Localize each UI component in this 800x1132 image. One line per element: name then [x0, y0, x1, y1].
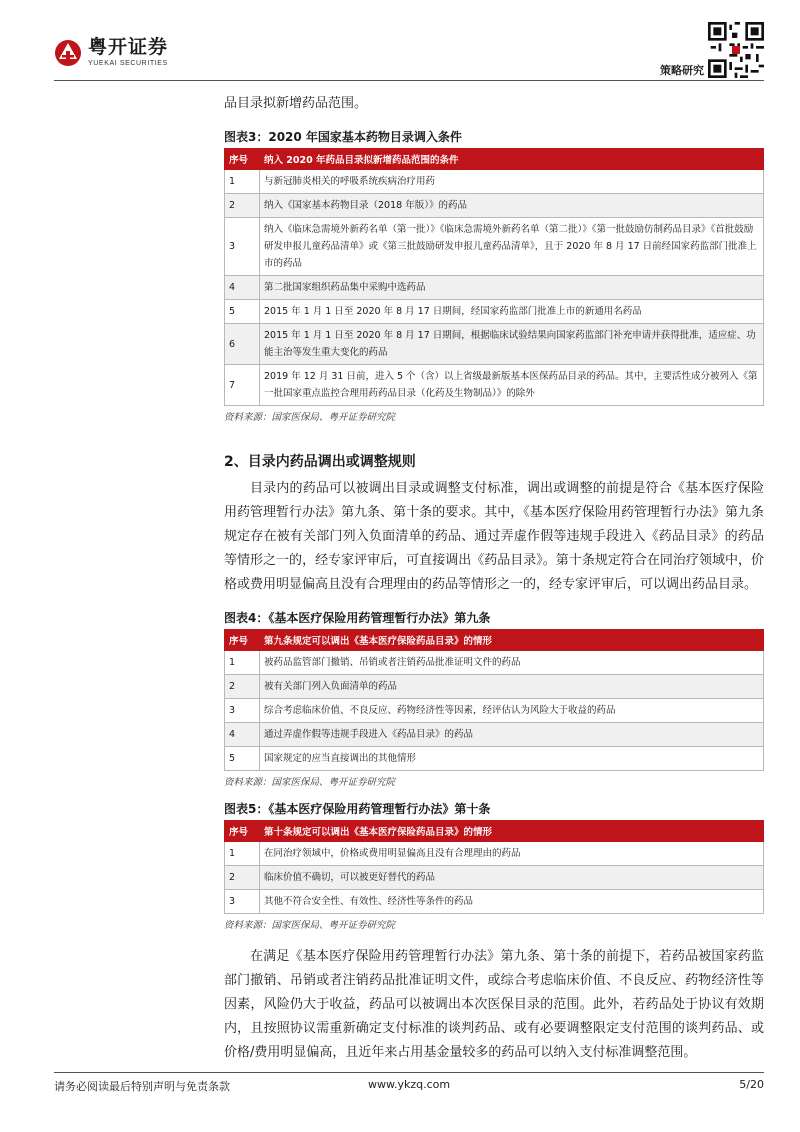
- table-header-cell: 序号: [225, 821, 260, 842]
- row-number: 1: [225, 842, 260, 866]
- row-number: 5: [225, 300, 260, 324]
- row-number: 3: [225, 699, 260, 723]
- table-row: [225, 866, 764, 890]
- row-text: 被药品监管部门撤销、吊销或者注销药品批准证明文件的药品: [260, 651, 764, 675]
- row-text: 临床价值不确切，可以被更好替代的药品: [260, 866, 764, 890]
- row-number: 4: [225, 276, 260, 300]
- row-text: 2015 年 1 月 1 日至 2020 年 8 月 17 日期间，经国家药监部门批准上市的新通用名药品: [260, 300, 764, 324]
- row-text: 与新冠肺炎相关的呼吸系统疾病治疗用药: [260, 170, 764, 194]
- table4: [224, 629, 764, 771]
- yuekai-logo-icon: [54, 39, 82, 67]
- table-header-cell: 纳入 2020 年药品目录拟新增药品范围的条件: [260, 149, 764, 170]
- intro-paragraph-tail: 品目录拟新增药品范围。: [224, 96, 368, 111]
- section-2-heading: 2、目录内药品调出或调整规则: [224, 454, 416, 470]
- table-header-cell: 第十条规定可以调出《基本医疗保险药品目录》的情形: [260, 821, 764, 842]
- footer-website[interactable]: www.ykzq.com: [368, 1078, 451, 1091]
- table-row: [225, 194, 764, 218]
- logo-english-name: YUEKAI SECURITIES: [88, 60, 168, 67]
- table5-source: 资料来源：国家医保局、粤开证券研究院: [224, 920, 396, 931]
- table-header-cell: 第九条规定可以调出《基本医疗保险药品目录》的情形: [260, 630, 764, 651]
- header-divider: [54, 80, 764, 81]
- row-number: 5: [225, 747, 260, 771]
- row-number: 3: [225, 218, 260, 276]
- table-row: [225, 170, 764, 194]
- page-content: [224, 92, 764, 1065]
- row-text: 国家规定的应当直接调出的其他情形: [260, 747, 764, 771]
- row-number: 6: [225, 324, 260, 365]
- table-row: [225, 890, 764, 914]
- table-row: [225, 324, 764, 365]
- row-text: 2015 年 1 月 1 日至 2020 年 8 月 17 日期间，根据临床试验结果向国家药监部门补充申请并获得批准，适应症、功能主治等发生重大变化的药品: [260, 324, 764, 365]
- row-text: 第二批国家组织药品集中采购中选药品: [260, 276, 764, 300]
- qr-code-icon: [708, 22, 764, 78]
- document-type-label: 策略研究: [660, 64, 704, 77]
- row-text: 纳入《国家基本药物目录（2018 年版）》的药品: [260, 194, 764, 218]
- row-text: 2019 年 12 月 31 日前，进入 5 个（含）以上省级最新版基本医保药品目录的药品。其中，主要活性成分被列入《第一批国家重点监控合理用药药品目录（化药及生物制品）》的除外: [260, 365, 764, 406]
- table3: [224, 148, 764, 406]
- logo-chinese-name: 粤开证券: [88, 36, 169, 58]
- row-number: 7: [225, 365, 260, 406]
- footer-divider: [54, 1072, 764, 1073]
- table-row: [225, 675, 764, 699]
- row-number: 3: [225, 890, 260, 914]
- row-text: 其他不符合安全性、有效性、经济性等条件的药品: [260, 890, 764, 914]
- table-row: [225, 300, 764, 324]
- table-header-cell: 序号: [225, 630, 260, 651]
- table-row: [225, 276, 764, 300]
- table-row: [225, 218, 764, 276]
- footer-disclaimer: 请务必阅读最后特别声明与免责条款: [54, 1080, 230, 1093]
- table4-title: 图表4：《基本医疗保险用药管理暂行办法》第九条: [224, 611, 491, 625]
- row-number: 1: [225, 651, 260, 675]
- table5: [224, 820, 764, 914]
- table-row: [225, 842, 764, 866]
- table4-source: 资料来源：国家医保局、粤开证券研究院: [224, 777, 396, 788]
- row-text: 综合考虑临床价值、不良反应、药物经济性等因素，经评估认为风险大于收益的药品: [260, 699, 764, 723]
- table-header-row: [225, 630, 764, 651]
- table-row: [225, 699, 764, 723]
- table-row: [225, 723, 764, 747]
- page-number: 5/20: [739, 1078, 764, 1091]
- company-logo: [54, 38, 168, 67]
- table-row: [225, 365, 764, 406]
- row-number: 2: [225, 866, 260, 890]
- page-header: [0, 0, 800, 90]
- table-header-row: [225, 821, 764, 842]
- row-text: 通过弄虚作假等违规手段进入《药品目录》的药品: [260, 723, 764, 747]
- table5-title: 图表5：《基本医疗保险用药管理暂行办法》第十条: [224, 802, 491, 816]
- table3-source: 资料来源：国家医保局、粤开证券研究院: [224, 412, 396, 423]
- table-header-row: [225, 149, 764, 170]
- row-number: 2: [225, 194, 260, 218]
- table-row: [225, 747, 764, 771]
- row-number: 2: [225, 675, 260, 699]
- row-number: 4: [225, 723, 260, 747]
- closing-paragraph: 在满足《基本医疗保险用药管理暂行办法》第九条、第十条的前提下，若药品被国家药监部门撤销、吊销或者注销药品批准证明文件，或综合考虑临床价值、不良反应、药物经济性等因素，风险仍大于收益，药品可以被调出本次医保目录的范围。此外，若药品处于协议有效期内，且按照协议需重新确定支付标准的谈判药品、或有必要调整限定支付范围的谈判药品、或价格/费用明显偏高，且近年来占用基金量较多的药品可以纳入支付标准调整范围。: [224, 949, 764, 1060]
- section-2-paragraph: 目录内的药品可以被调出目录或调整支付标准，调出或调整的前提是符合《基本医疗保险用药管理暂行办法》第九条、第十条的要求。其中，《基本医疗保险用药管理暂行办法》第九条规定存在被有关部门列入负面清单的药品、通过弄虚作假等违规手段进入《药品目录》的药品等情形之一的，经专家评审后，可直接调出《药品目录》。第十条规定符合在同治疗领域中，价格或费用明显偏高且没有合理理由的药品等情形之一的，经专家评审后，可以调出药品目录。: [224, 481, 764, 592]
- table-row: [225, 651, 764, 675]
- table-header-cell: 序号: [225, 149, 260, 170]
- row-text: 纳入《临床急需境外新药名单（第一批）》《临床急需境外新药名单（第二批）》《第一批鼓励仿制药品目录》《首批鼓励研发申报儿童药品清单》或《第三批鼓励研发申报儿童药品清单》，且于 2020 年 8 月 17 日前经国家药监部门批准上市的药品: [260, 218, 764, 276]
- table3-title: 图表3：2020 年国家基本药物目录调入条件: [224, 130, 462, 144]
- row-text: 在同治疗领域中，价格或费用明显偏高且没有合理理由的药品: [260, 842, 764, 866]
- row-text: 被有关部门列入负面清单的药品: [260, 675, 764, 699]
- row-number: 1: [225, 170, 260, 194]
